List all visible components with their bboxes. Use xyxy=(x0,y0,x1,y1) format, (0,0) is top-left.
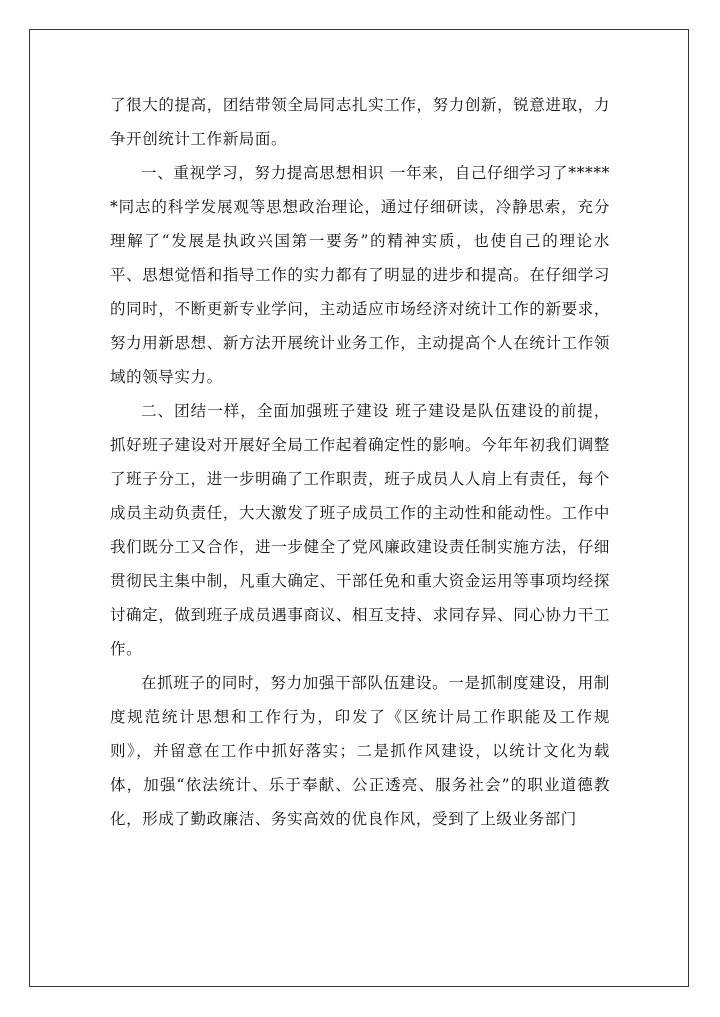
paragraph-study: 一、重视学习，努力提高思想相识 一年来，自己仔细学习了******同志的科学发展观等思想政治理论，通过仔细研读，冷静思索，充分理解了“发展是执政兴国第一要务”的精神实质，也使自己的理论水平、思想觉悟和指导工作的实力都有了明显的进步和提高。在仔细学习的同时，不断更新专业学问，主动适应市场经济对统计工作的新要求，努力用新思想、新方法开展统计业务工作，主动提高个人在统计工作领域的领导实力。 xyxy=(110,164,610,386)
paragraph-continuation: 了很大的提高，团结带领全局同志扎实工作，努力创新，锐意进取，力争开创统计工作新局面。 xyxy=(110,96,610,148)
paragraph-team-building: 二、团结一样，全面加强班子建设 班子建设是队伍建设的前提，抓好班子建设对开展好全局工作起着确定性的影响。今年年初我们调整了班子分工，进一步明确了工作职责，班子成员人人肩上有责任，每个成员主动负责任，大大激发了班子成员工作的主动性和能动性。工作中我们既分工又合作，进一步健全了党风廉政建设责任制实施方法，仔细贯彻民主集中制，凡重大确定、干部任免和重大资金运用等事项均经探讨确定，做到班子成员遇事商议、相互支持、求同存异、同心协力干工作。 xyxy=(110,402,610,658)
paragraph-staff-building: 在抓班子的同时，努力加强干部队伍建设。一是抓制度建设，用制度规范统计思想和工作行为，印发了《区统计局工作职能及工作规则》，并留意在工作中抓好落实；二是抓作风建设，以统计文化为载体，加强“依法统计、乐于奉献、公正透亮、服务社会”的职业道德教化，形成了勤政廉洁、务实高效的优良作风，受到了上级业务部门 xyxy=(110,674,610,828)
document-body xyxy=(110,88,610,836)
